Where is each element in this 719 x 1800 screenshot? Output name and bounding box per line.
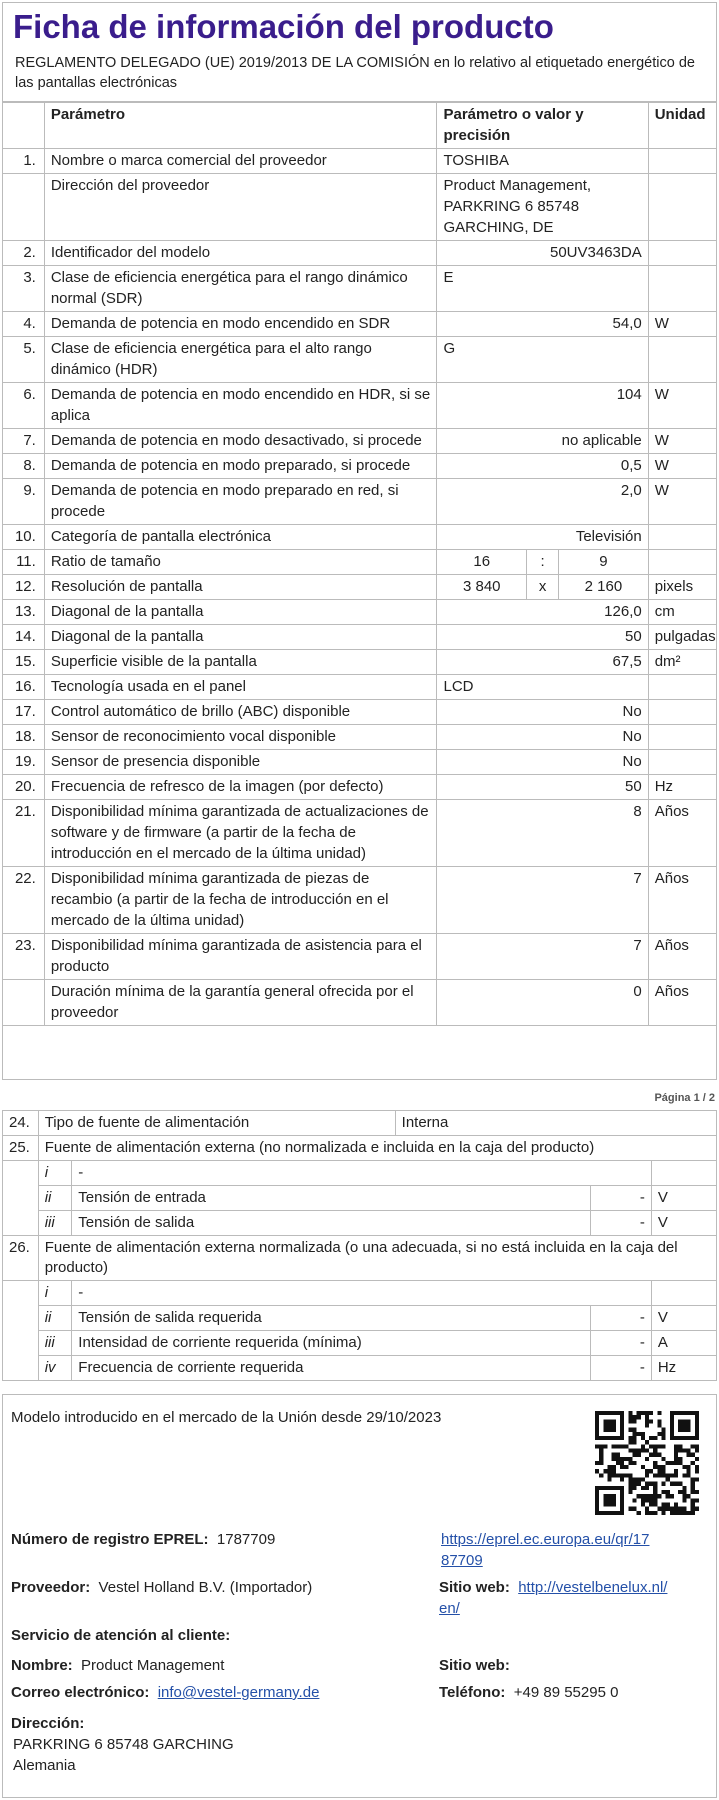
- table-row: 18. Sensor de reconocimiento vocal disponible No: [3, 725, 716, 750]
- table-row: 19. Sensor de presencia disponible No: [3, 750, 716, 775]
- regulation-subtitle: REGLAMENTO DELEGADO (UE) 2019/2013 DE LA COMISIÓN en lo relativo al etiquetado energético de las pantallas electrónicas: [3, 47, 716, 102]
- customer-service-heading: Servicio de atención al cliente:: [11, 1627, 231, 1644]
- page-number: Página 1 / 2: [654, 1092, 715, 1104]
- table-row: 4. Demanda de potencia en modo encendido en SDR 54,0 W: [3, 312, 716, 337]
- qr-code-icon[interactable]: [595, 1411, 699, 1515]
- table-row: 12. Resolución de pantalla 3 840 x 2 160 pixels: [3, 575, 716, 600]
- eprel-link[interactable]: https://eprel.ec.europa.eu/qr/17 87709: [441, 1531, 650, 1569]
- page-title: Ficha de información del producto: [13, 8, 554, 45]
- table-row: 8. Demanda de potencia en modo preparado, si procede 0,5 W: [3, 454, 716, 479]
- table-row: iv Frecuencia de corriente requerida - Hz: [3, 1356, 717, 1381]
- header-unit: Unidad: [648, 103, 716, 149]
- table-row: ii Tensión de entrada - V: [3, 1186, 717, 1211]
- supplier-website: Sitio web: http://vestelbenelux.nl/ en/: [439, 1579, 668, 1617]
- table-row: 20. Frecuencia de refresco de la imagen (por defecto) 50 Hz: [3, 775, 716, 800]
- power-supply-table: [2, 1110, 717, 1381]
- table-row: 5. Clase de eficiencia energética para el alto rango dinámico (HDR) G: [3, 337, 716, 383]
- table-row: Duración mínima de la garantía general ofrecida por el proveedor 0 Años: [3, 980, 716, 1026]
- table-row: 16. Tecnología usada en el panel LCD: [3, 675, 716, 700]
- supplier-info-box: [2, 1394, 717, 1798]
- market-intro-text: Modelo introducido en el mercado de la Unión desde 29/10/2023: [11, 1409, 442, 1426]
- table-row: Dirección del proveedor Product Management, PARKRING 6 85748 GARCHING, DE: [3, 174, 716, 241]
- contact-email: Correo electrónico: info@vestel-germany.de: [11, 1684, 320, 1701]
- table-row: 17. Control automático de brillo (ABC) disponible No: [3, 700, 716, 725]
- supplier: Proveedor: Vestel Holland B.V. (Importador): [11, 1579, 313, 1596]
- table-row: 7. Demanda de potencia en modo desactivado, si procede no aplicable W: [3, 429, 716, 454]
- table-row: 9. Demanda de potencia en modo preparado en red, si procede 2,0 W: [3, 479, 716, 525]
- table-row: 14. Diagonal de la pantalla 50 pulgadas: [3, 625, 716, 650]
- table-row: 26. Fuente de alimentación externa normalizada (o una adecuada, si no está incluida en la caja del producto): [3, 1236, 717, 1281]
- table-row: i -: [3, 1161, 717, 1186]
- table-row: 10. Categoría de pantalla electrónica Televisión: [3, 525, 716, 550]
- contact-name: Nombre: Product Management: [11, 1657, 225, 1674]
- contact-phone: Teléfono: +49 89 55295 0: [439, 1684, 619, 1701]
- address-label: Dirección:: [11, 1715, 85, 1732]
- address: PARKRING 6 85748 GARCHING Alemania: [13, 1736, 234, 1774]
- table-row: 6. Demanda de potencia en modo encendido en HDR, si se aplica 104 W: [3, 383, 716, 429]
- table-row: 11. Ratio de tamaño 16 : 9: [3, 550, 716, 575]
- table-row: iii Tensión de salida - V: [3, 1211, 717, 1236]
- header-parameter: Parámetro: [44, 103, 437, 149]
- table-row: 2. Identificador del modelo 50UV3463DA: [3, 241, 716, 266]
- table-row: 23. Disponibilidad mínima garantizada de asistencia para el producto 7 Años: [3, 934, 716, 980]
- product-information-sheet: [2, 2, 717, 1080]
- table-row: 15. Superficie visible de la pantalla 67,5 dm²: [3, 650, 716, 675]
- contact-website-label: Sitio web:: [439, 1657, 510, 1674]
- parameters-table: [3, 102, 716, 1026]
- table-row: 1. Nombre o marca comercial del proveedor TOSHIBA: [3, 149, 716, 174]
- table-row: 3. Clase de eficiencia energética para el rango dinámico normal (SDR) E: [3, 266, 716, 312]
- table-row: 22. Disponibilidad mínima garantizada de piezas de recambio (a partir de la fecha de introducción en el mercado de la última unidad) 7 Años: [3, 867, 716, 934]
- table-row: i -: [3, 1281, 717, 1306]
- table-row: 25. Fuente de alimentación externa (no normalizada e incluida en la caja del producto): [3, 1136, 717, 1161]
- table-row: ii Tensión de salida requerida - V: [3, 1306, 717, 1331]
- power-supply-section: [2, 1110, 717, 1381]
- table-row: 24. Tipo de fuente de alimentación Interna: [3, 1111, 717, 1136]
- table-row: 13. Diagonal de la pantalla 126,0 cm: [3, 600, 716, 625]
- table-row: iii Intensidad de corriente requerida (mínima) - A: [3, 1331, 717, 1356]
- table-row: 21. Disponibilidad mínima garantizada de actualizaciones de software y de firmware (a partir de la fecha de introducción en el mercado de la última unidad) 8 Años: [3, 800, 716, 867]
- table-header-row: [3, 103, 716, 149]
- header-value: Parámetro o valor y precisión: [437, 103, 648, 149]
- eprel-number: Número de registro EPREL: 1787709: [11, 1531, 276, 1548]
